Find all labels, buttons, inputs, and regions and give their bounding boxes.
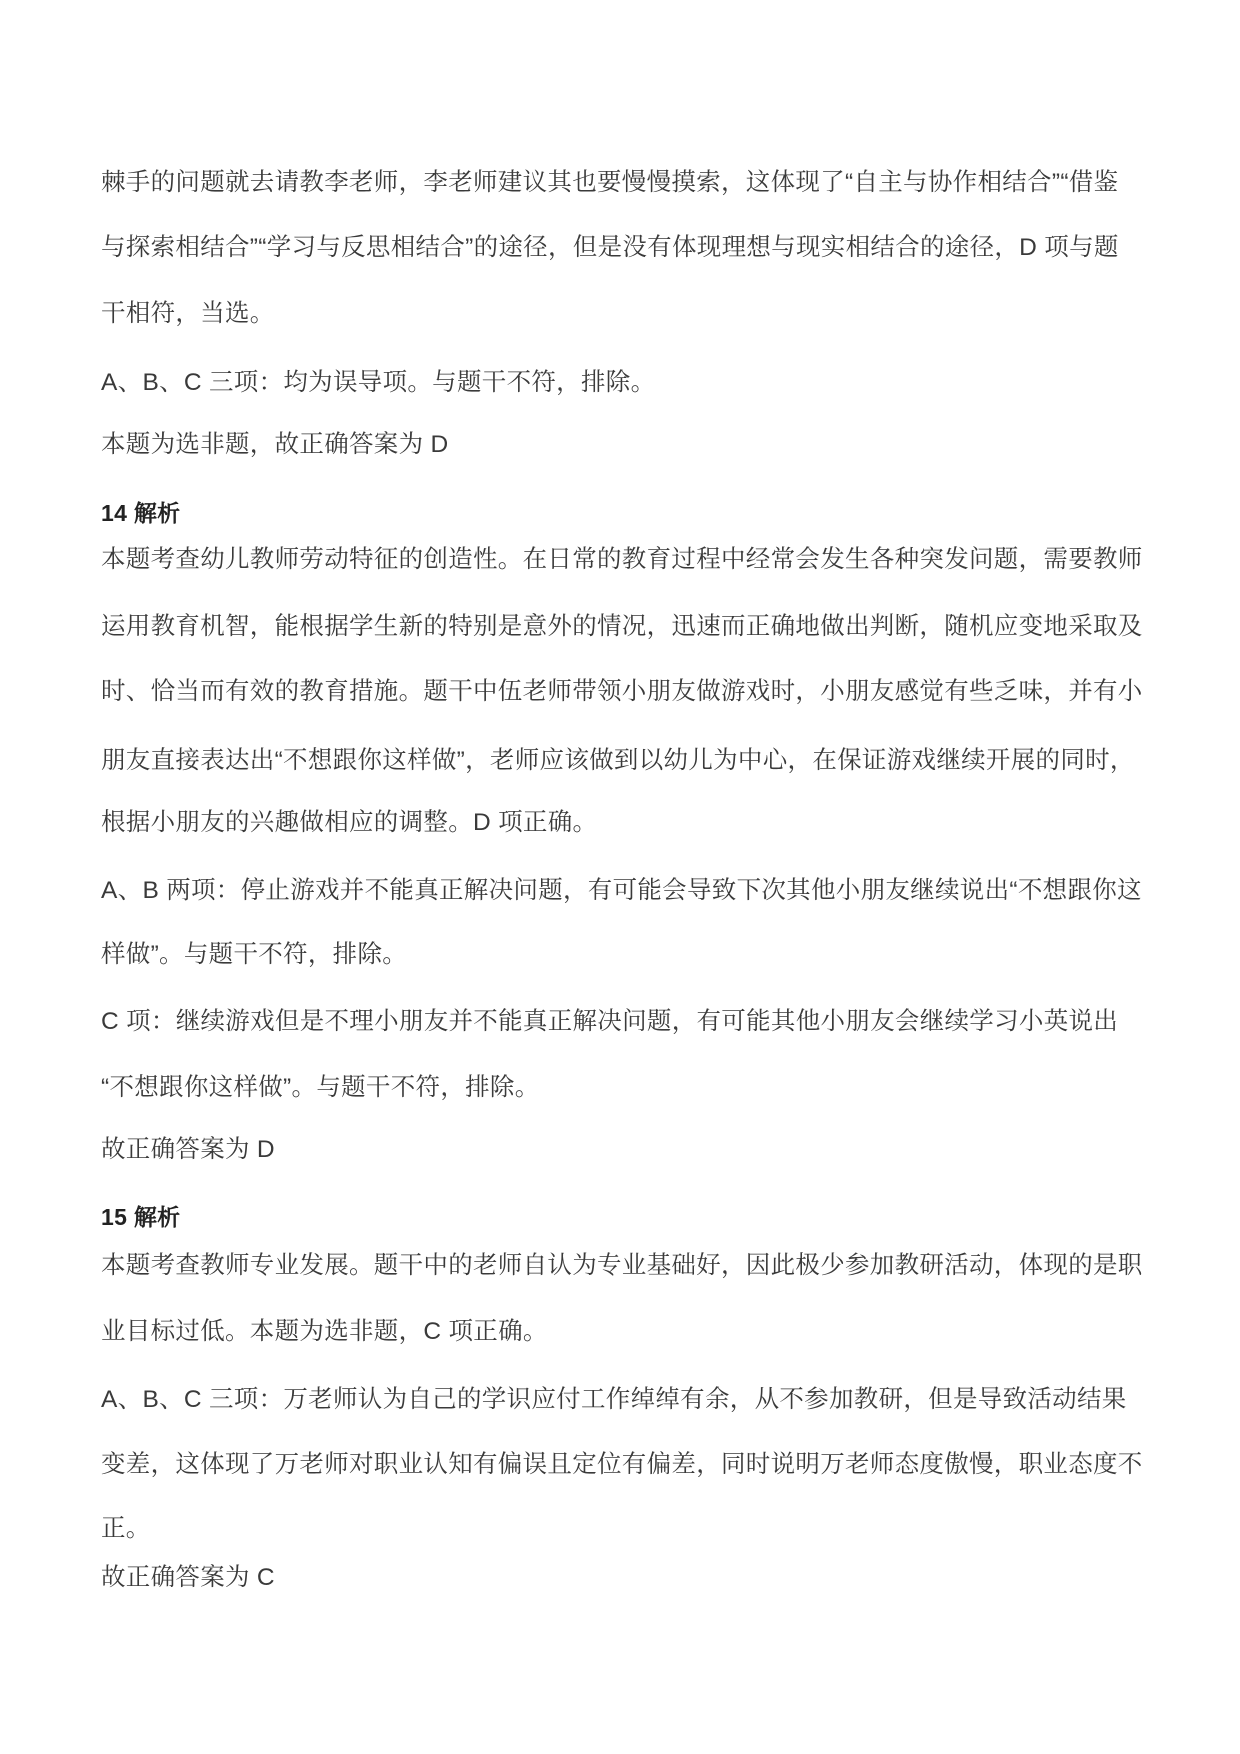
paragraph-line: 根据小朋友的兴趣做相应的调整。D 项正确。 <box>101 809 598 836</box>
paragraph-line: 棘手的问题就去请教李老师，李老师建议其也要慢慢摸索，这体现了“自主与协作相结合”“借鉴 <box>101 169 1119 196</box>
paragraph-line: 本题考查教师专业发展。题干中的老师自认为专业基础好，因此极少参加教研活动，体现的是职 <box>101 1252 1143 1279</box>
paragraph-line: A、B 两项：停止游戏并不能真正解决问题，有可能会导致下次其他小朋友继续说出“不想跟你这 <box>101 877 1142 904</box>
paragraph-line: “不想跟你这样做”。与题干不符，排除。 <box>101 1074 540 1101</box>
paragraph-line: 业目标过低。本题为选非题，C 项正确。 <box>101 1318 548 1345</box>
paragraph-line: 时、恰当而有效的教育措施。题干中伍老师带领小朋友做游戏时，小朋友感觉有些乏味，并有小 <box>101 678 1143 705</box>
paragraph-line: A、B、C 三项：万老师认为自己的学识应付工作绰绰有余，从不参加教研，但是导致活动结果 <box>101 1386 1127 1413</box>
paragraph-line: 样做”。与题干不符，排除。 <box>101 941 408 968</box>
paragraph-line: 朋友直接表达出“不想跟你这样做”，老师应该做到以幼儿为中心，在保证游戏继续开展的同时， <box>101 747 1135 774</box>
paragraph-line: 与探索相结合”“学习与反思相结合”的途径，但是没有体现理想与现实相结合的途径，D 项与题 <box>101 234 1119 261</box>
paragraph-line: 本题考查幼儿教师劳动特征的创造性。在日常的教育过程中经常会发生各种突发问题，需要教师 <box>101 546 1143 573</box>
paragraph-line: A、B、C 三项：均为误导项。与题干不符，排除。 <box>101 369 656 396</box>
paragraph-line: 正。 <box>101 1515 151 1542</box>
section-heading: 14 解析 <box>101 500 181 526</box>
paragraph-line: 本题为选非题，故正确答案为 D <box>101 431 449 458</box>
paragraph-line: 故正确答案为 D <box>101 1136 275 1163</box>
paragraph-line: C 项：继续游戏但是不理小朋友并不能真正解决问题，有可能其他小朋友会继续学习小英说出 <box>101 1008 1119 1035</box>
paragraph-line: 干相符，当选。 <box>101 300 275 327</box>
paragraph-line: 变差，这体现了万老师对职业认知有偏误且定位有偏差，同时说明万老师态度傲慢，职业态度不 <box>101 1451 1143 1478</box>
paragraph-line: 故正确答案为 C <box>101 1564 275 1591</box>
paragraph-line: 运用教育机智，能根据学生新的特别是意外的情况，迅速而正确地做出判断，随机应变地采取及 <box>101 613 1143 640</box>
section-heading: 15 解析 <box>101 1204 181 1230</box>
